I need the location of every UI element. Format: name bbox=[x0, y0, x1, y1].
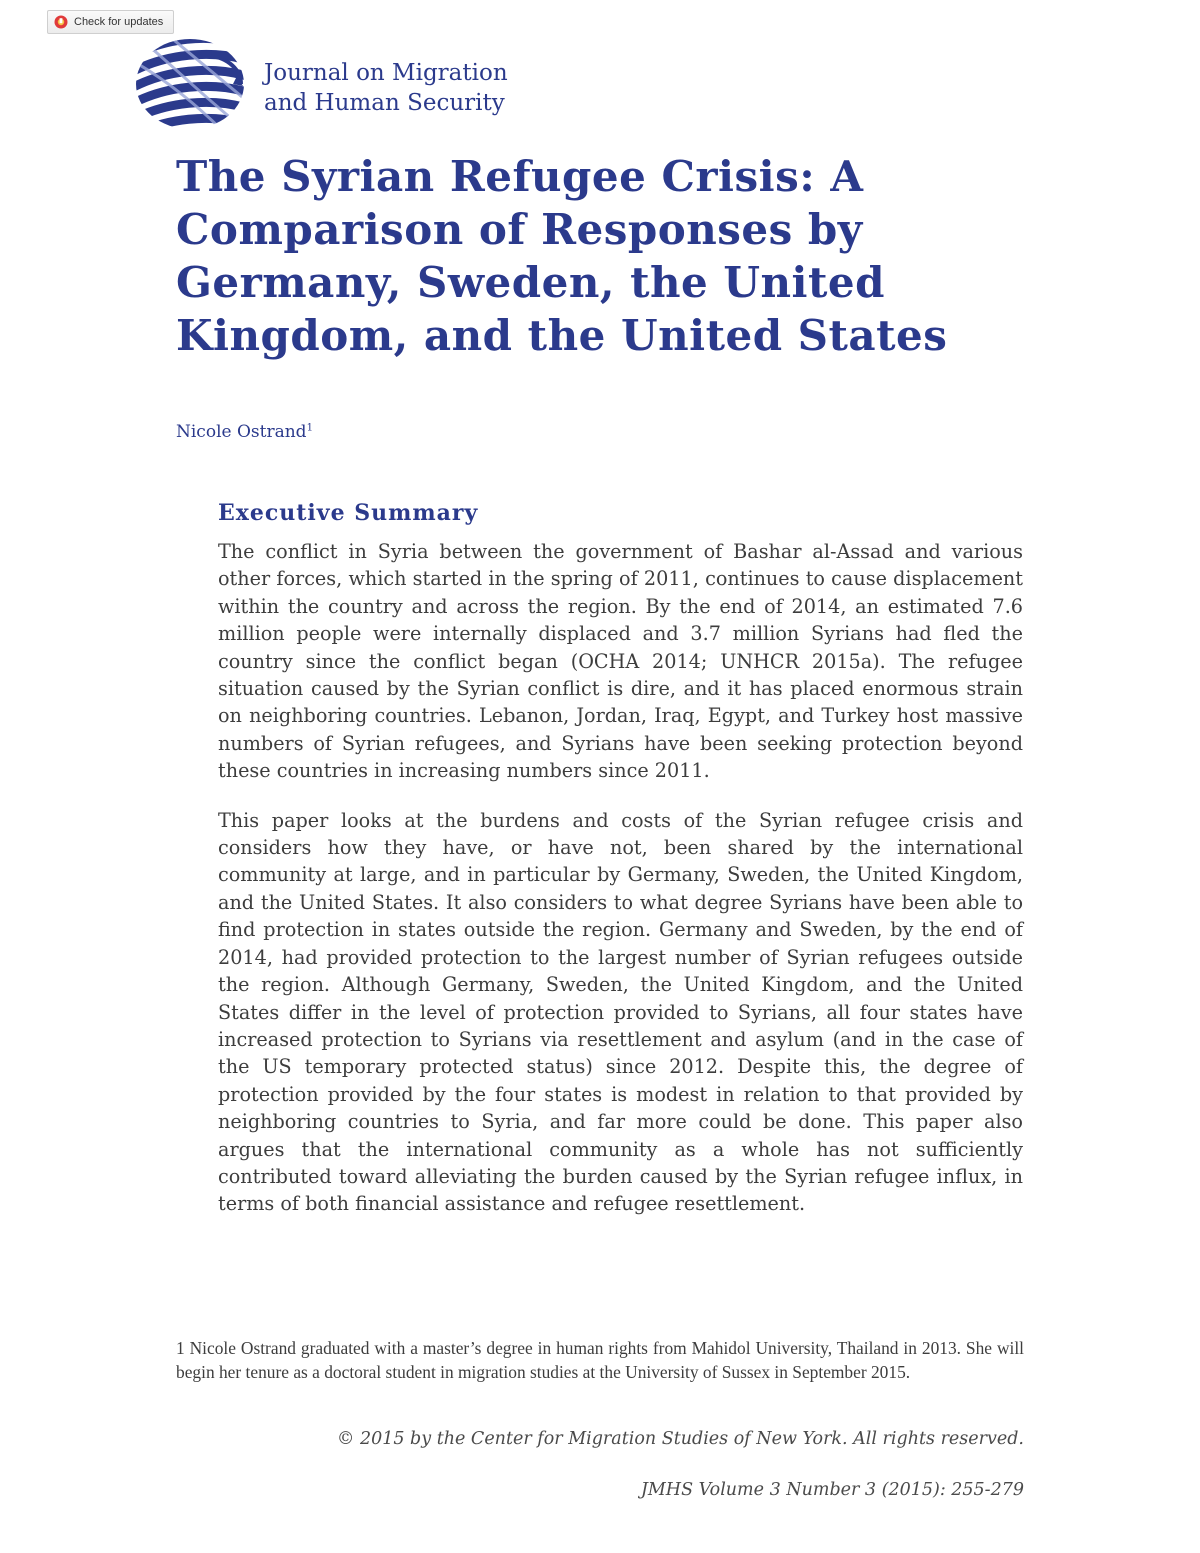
executive-summary-heading: Executive Summary bbox=[218, 500, 479, 526]
journal-citation: JMHS Volume 3 Number 3 (2015): 255-279 bbox=[640, 1480, 1024, 1500]
summary-paragraph: The conflict in Syria between the government of Bashar al-Assad and various other forces, which started in the spring of 2011, continues to cause displacement within the country and across the region. By the end of 2014, an estimated 7.6 million people were internally displaced and 3.7 million Syrians had fled the country since the conflict began (OCHA 2014; UNHCR 2015a). The refugee situation caused by the Syrian conflict is dire, and it has placed enormous strain on neighboring countries. Lebanon, Jordan, Iraq, Egypt, and Turkey host massive numbers of Syrian refugees, and Syrians have been seeking protection beyond these countries in increasing numbers since 2011. bbox=[218, 540, 1023, 783]
author-footnote-mark[interactable]: 1 bbox=[306, 422, 313, 434]
check-for-updates-button[interactable] bbox=[47, 10, 174, 34]
author bbox=[176, 422, 313, 442]
executive-summary-body bbox=[218, 538, 1023, 1240]
copyright-notice: © 2015 by the Center for Migration Studies of New York. All rights reserved. bbox=[336, 1429, 1024, 1449]
check-for-updates-label: Check for updates bbox=[74, 16, 164, 28]
paper-title: The Syrian Refugee Crisis: A Comparison of Responses by Germany, Sweden, the United Kingdom, and the United States bbox=[176, 152, 948, 360]
crossmark-icon bbox=[54, 15, 68, 29]
summary-paragraph: This paper looks at the burdens and costs of the Syrian refugee crisis and considers how they have, or have not, been shared by the international community at large, and in particular by Germany, Sweden, the United Kingdom, and the United States. It also considers to what degree Syrians have been able to find protection in states outside the region. Germany and Sweden, by the end of 2014, had provided protection to the largest number of Syrian refugees outside the region. Although Germany, Sweden, the United Kingdom, and the United States differ in the level of protection provided to Syrians, all four states have increased protection to Syrians via resettlement and asylum (and in the case of the US temporary protected status) since 2012. Despite this, the degree of protection provided by the four states is modest in relation to that provided by neighboring countries to Syria, and far more could be done. This paper also argues that the international community as a whole has not sufficiently contributed toward alleviating the burden caused by the Syrian refugee influx, in terms of both financial assistance and refugee resettlement. bbox=[218, 808, 1023, 1216]
journal-name bbox=[264, 58, 564, 118]
author-name: Nicole Ostrand bbox=[176, 422, 307, 442]
journal-name-line2: and Human Security bbox=[264, 90, 505, 116]
globe-logo-icon bbox=[133, 36, 248, 132]
footnote: 1 Nicole Ostrand graduated with a master’s degree in human rights from Mahidol University, Thailand in 2013. She will begin her tenure as a doctoral student in migration studies at the University of Sussex in September 2015. bbox=[176, 1338, 1024, 1382]
journal-name-line1: Journal on Migration bbox=[264, 60, 508, 86]
